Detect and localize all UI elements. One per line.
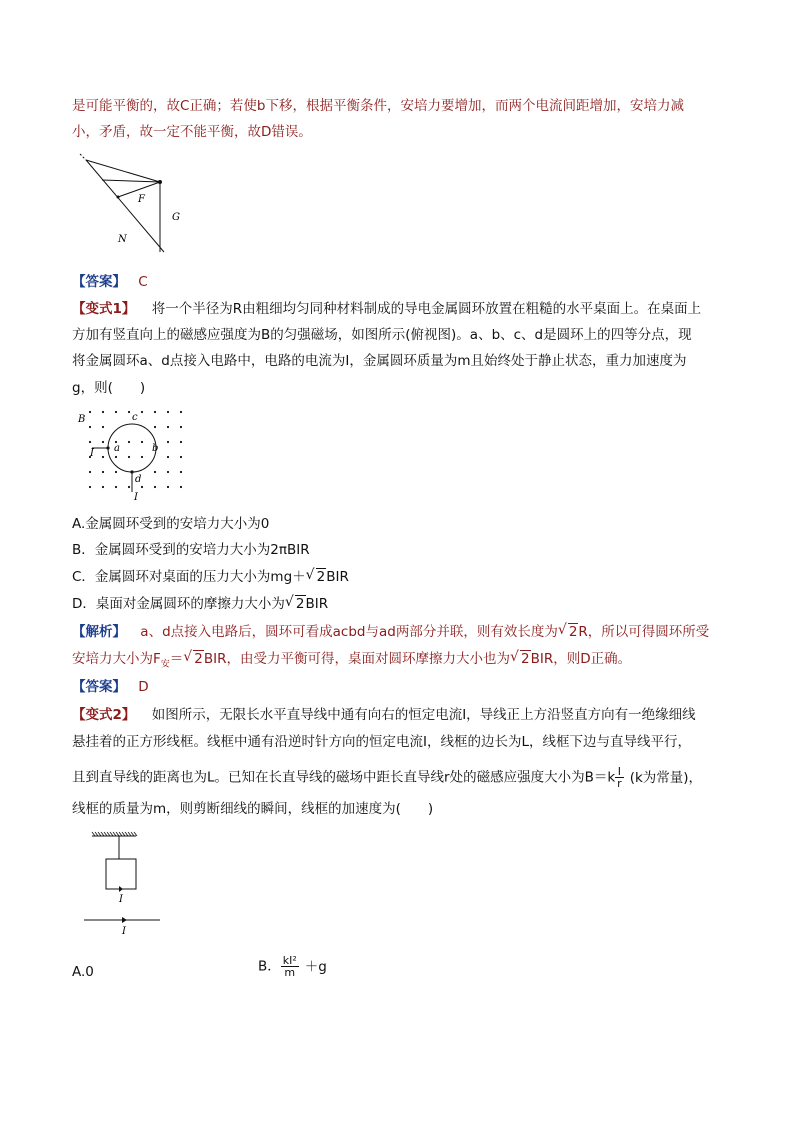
analysis-line-2: 安培力大小为$F_安=$ √ 2BIR，由受力平衡可得，桌面对圆环摩擦力大小也为 √ 2BIR，则D正确。 xyxy=(72,649,632,670)
fraction-i-over-r: $\frac{I}{r}$ xyxy=(617,765,622,790)
field-dot xyxy=(141,441,143,443)
fig1-label-n: N xyxy=(118,234,127,245)
field-dot xyxy=(167,441,169,443)
fig1-label-g: G xyxy=(172,212,180,223)
ceiling-hatch xyxy=(128,832,131,836)
ceiling-hatch xyxy=(113,832,116,836)
answer-1-tag: 【答案】 xyxy=(72,274,126,290)
field-dot xyxy=(180,456,182,458)
sqrt-symbol: √ 2 xyxy=(510,649,530,667)
ceiling-hatch xyxy=(98,832,101,836)
field-dot xyxy=(154,471,156,473)
field-dot xyxy=(141,456,143,458)
ring-field-figure xyxy=(76,404,192,504)
fig3-label-i-wire: I xyxy=(122,926,126,937)
field-dot xyxy=(89,441,91,443)
variant-1-line-1: 【变式1】 将一个半径为R由粗细均匀同种材料制成的导电金属圆环放置在粗糙的水平桌面上。在桌面上 xyxy=(72,301,702,317)
field-dot xyxy=(102,471,104,473)
field-dot xyxy=(102,411,104,413)
answer-2-tag: 【答案】 xyxy=(72,679,126,695)
ceiling-hatch xyxy=(125,832,128,836)
field-dot xyxy=(180,411,182,413)
option-1d: D．桌面对金属圆环的摩擦力大小为 √ 2BIR xyxy=(72,594,329,612)
variant-2-line-3: 且到直导线的距离也为L。已知在长直导线的磁场中距长直导线r处的磁感应强度大小为B＝k $\frac{I}{r}$ (k为常量)， xyxy=(72,765,703,790)
ceiling-hatch xyxy=(110,832,113,836)
option-1b: B．金属圆环受到的安培力大小为2πBIR xyxy=(72,542,310,558)
fig2-label-c: c xyxy=(132,412,138,423)
variant-1-tag: 【变式1】 xyxy=(72,301,136,317)
field-dot xyxy=(89,411,91,413)
fig2-label-b: B xyxy=(78,414,86,425)
field-dot xyxy=(154,486,156,488)
fig3-label-i-loop: I xyxy=(119,894,123,905)
field-dot xyxy=(128,456,130,458)
ceiling-hatch xyxy=(104,832,107,836)
field-dot xyxy=(115,471,117,473)
option-2b: B． $\frac{\text{kI²}}{m}$ ＋g xyxy=(258,954,327,979)
ceiling-hatch xyxy=(122,832,125,836)
analysis-line-1: 【解析】 a、d点接入电路后，圆环可看成acbd与ad两部分并联，则有效长度为 √ 2R，所以可得圆环所受 xyxy=(72,622,710,640)
option-1a: A.金属圆环受到的安培力大小为0 xyxy=(72,516,270,532)
field-dot xyxy=(128,441,130,443)
variant-2-line-2: 悬挂着的正方形线框。线框中通有沿逆时针方向的恒定电流I，线框的边长为L，线框下边与直导线平行， xyxy=(72,734,692,750)
option-1c: C．金属圆环对桌面的压力大小为mg＋ √ 2BIR xyxy=(72,567,349,585)
field-dot xyxy=(102,426,104,428)
field-dot xyxy=(167,471,169,473)
ceiling-hatch xyxy=(107,832,110,836)
variant-1-line-3: 将金属圆环a、d点接入电路中，电路的电流为I，金属圆环质量为m且始终处于静止状态，重力加速度为 xyxy=(72,353,687,369)
ceiling-hatch xyxy=(95,832,98,836)
fraction-ki2-over-m: $\frac{\text{kI²}}{m}$ xyxy=(282,954,297,979)
sqrt-symbol: √ 2 xyxy=(183,649,203,667)
field-dot xyxy=(128,486,130,488)
fig1-label-f: F xyxy=(138,194,145,205)
field-dot xyxy=(102,456,104,458)
ceiling-hatch xyxy=(116,832,119,836)
answer-1 xyxy=(72,272,148,292)
variant-2-line-4: 线框的质量为m，则剪断细线的瞬间，线框的加速度为( ) xyxy=(72,801,434,817)
ceiling-hatch xyxy=(101,832,104,836)
field-dot xyxy=(102,486,104,488)
ceiling-hatch xyxy=(131,832,134,836)
field-dot xyxy=(167,426,169,428)
fig2-label-a: a xyxy=(114,443,120,454)
option-2a: A.0 xyxy=(72,964,94,980)
field-dot xyxy=(89,486,91,488)
variant-2-line-1: 【变式2】 如图所示，无限长水平直导线中通有向右的恒定电流I，导线正上方沿竖直方向有一绝缘细线 xyxy=(72,707,696,723)
field-dot xyxy=(115,411,117,413)
variant-1-line-2: 方加有竖直向上的磁感应强度为B的匀强磁场，如图所示(俯视图)。a、b、c、d是圆环上的四等分点，现 xyxy=(72,327,692,343)
answer-2 xyxy=(72,677,149,697)
intro-line-2: 小，矛盾，故一定不能平衡，故D错误。 xyxy=(72,124,312,140)
field-dot xyxy=(154,426,156,428)
fig2-label-i-left: I xyxy=(90,448,94,459)
fig2-label-b2: b xyxy=(152,443,159,454)
answer-1-value: C xyxy=(138,274,148,290)
sqrt-symbol: √ 2 xyxy=(305,567,326,585)
field-dot xyxy=(180,486,182,488)
force-triangle-figure xyxy=(72,150,202,260)
field-dot xyxy=(89,426,91,428)
ceiling-hatch xyxy=(134,832,137,836)
ceiling-hatch xyxy=(92,832,95,836)
sqrt-symbol: √ 2 xyxy=(557,622,578,640)
intro-line-1: 是可能平衡的，故C正确；若使b下移，根据平衡条件，安培力要增加，而两个电流间距增加，安培力减 xyxy=(72,98,684,114)
ceiling-hatch xyxy=(119,832,122,836)
field-dot xyxy=(154,411,156,413)
field-dot xyxy=(115,456,117,458)
field-dot xyxy=(141,486,143,488)
field-dot xyxy=(167,411,169,413)
hanging-loop-figure xyxy=(82,826,172,938)
field-dot xyxy=(115,486,117,488)
field-dot xyxy=(180,471,182,473)
sqrt-symbol: √ 2 xyxy=(284,594,305,612)
field-dot xyxy=(102,441,104,443)
field-dot xyxy=(180,426,182,428)
answer-2-value: D xyxy=(138,679,149,695)
field-dot xyxy=(141,411,143,413)
fig2-label-i-bottom: I xyxy=(134,492,138,503)
field-dot xyxy=(167,456,169,458)
variant-2-tag: 【变式2】 xyxy=(72,707,136,723)
field-dot xyxy=(180,441,182,443)
analysis-tag: 【解析】 xyxy=(72,624,126,640)
field-dot xyxy=(89,471,91,473)
field-dot xyxy=(128,411,130,413)
field-dot xyxy=(167,486,169,488)
variant-1-line-4: g，则( ) xyxy=(72,380,146,396)
fig2-label-d: d xyxy=(135,474,142,485)
